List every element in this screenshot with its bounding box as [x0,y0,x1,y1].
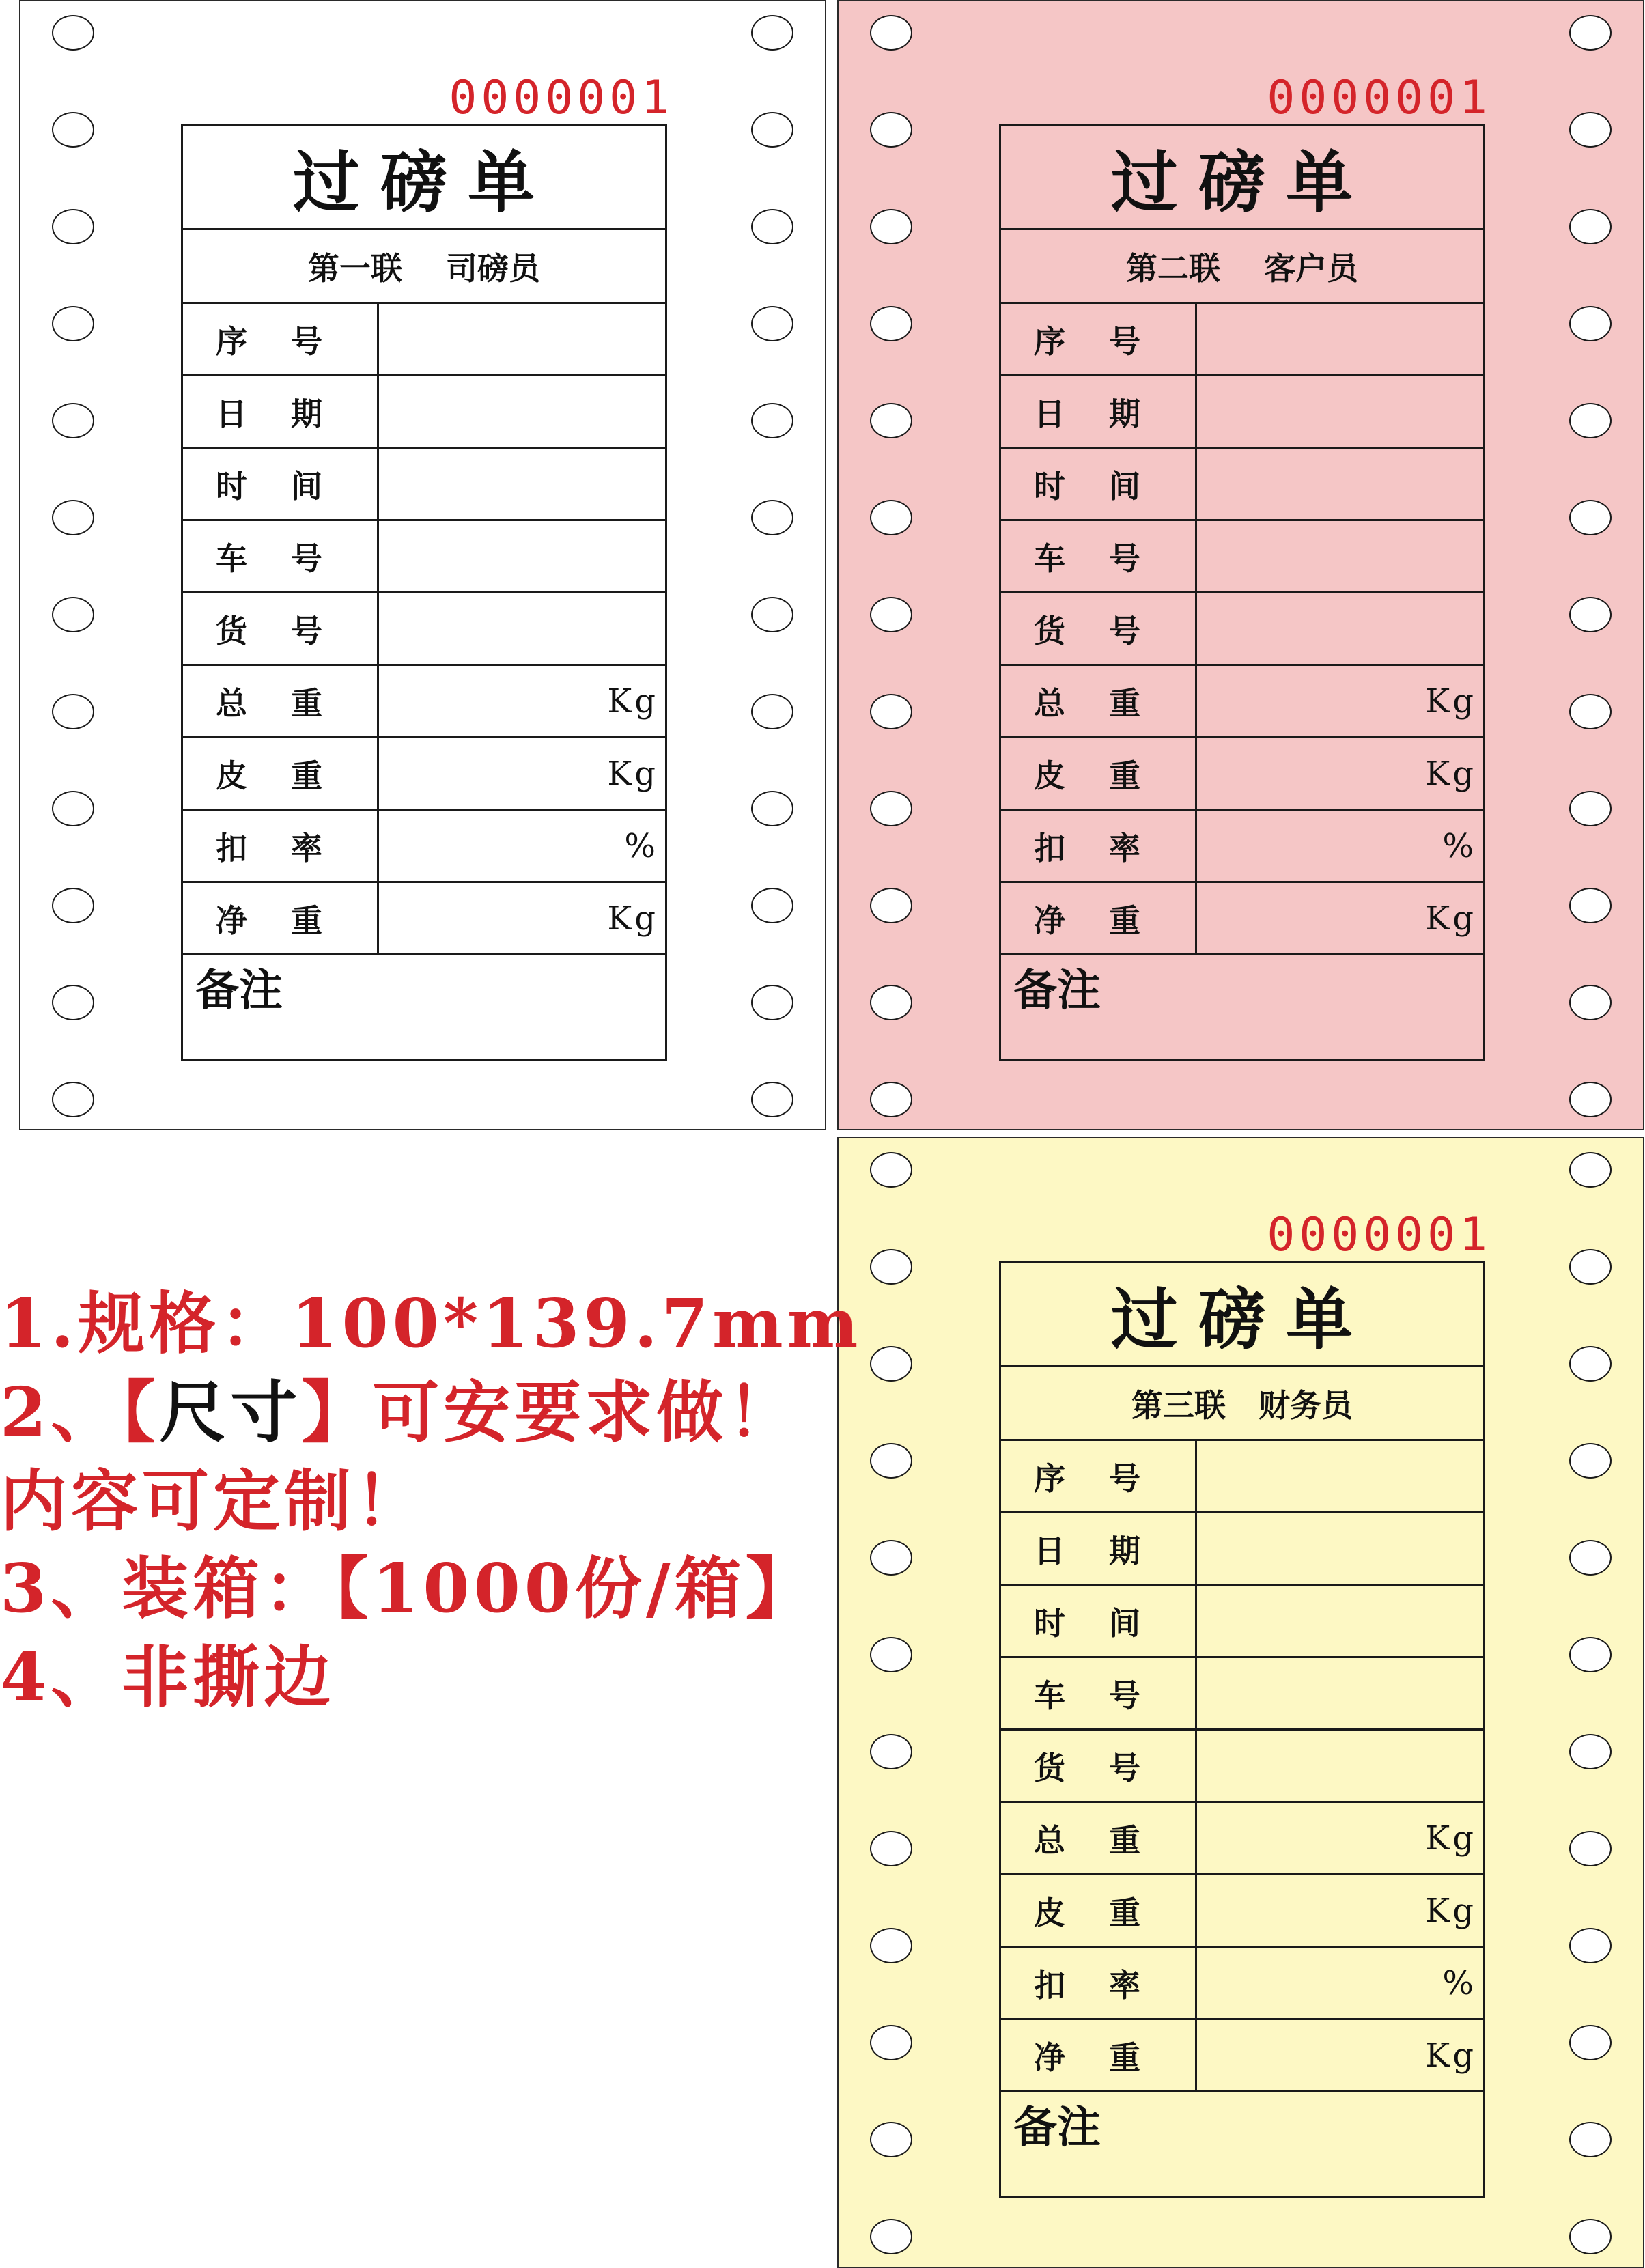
field-unit: % [1442,826,1476,865]
field-label: 皮 重 [1001,738,1197,809]
field-label: 货 号 [1001,593,1197,664]
field-label: 时 间 [183,449,379,519]
perforation-hole [1569,1249,1612,1285]
perforation-hole [870,1928,912,1963]
perforation-hole [52,403,94,438]
form-title: 过磅单 [1001,126,1483,230]
serial-number: 0000001 [1267,71,1491,125]
perforation-hole [870,1831,912,1866]
serial-number: 0000001 [1267,1208,1491,1262]
form-row [1001,883,1483,955]
field-label: 皮 重 [1001,1875,1197,1946]
spec-note-custom-size-keyword: 尺寸 [159,1373,302,1452]
perforation-hole [870,597,912,632]
form-row [1001,811,1483,883]
perforation-hole [1569,403,1612,438]
form-row [1001,1731,1483,1803]
perforation-hole [870,15,912,51]
perforation-hole [1569,2219,1612,2254]
perforation-hole [751,694,793,729]
perforation-hole [1569,1928,1612,1963]
form-title: 过磅单 [1001,1263,1483,1367]
perforation-hole [1569,1443,1612,1479]
perforation-hole [870,985,912,1020]
field-label: 日 期 [1001,1513,1197,1584]
perforation-hole [1569,1831,1612,1866]
form-row [183,449,665,521]
perforation-hole [870,1249,912,1285]
perforation-hole [751,15,793,51]
perforation-hole [870,1734,912,1769]
form-row [1001,1441,1483,1513]
field-unit: % [1442,1963,1476,2002]
perforation-hole [751,1082,793,1117]
perforation-hole [1569,985,1612,1020]
form-row [183,811,665,883]
weigh-slip-form [999,1261,1485,2198]
form-row [1001,449,1483,521]
perforation-hole [1569,1346,1612,1382]
perforation-hole [751,306,793,341]
perforation-hole [1569,306,1612,341]
form-row [183,376,665,449]
perforation-hole [1569,112,1612,148]
perforation-hole [870,1443,912,1479]
field-label: 扣 率 [183,811,379,881]
perforation-hole [1569,791,1612,826]
perforation-hole [751,888,793,923]
perforation-hole [751,500,793,535]
perforation-hole [52,791,94,826]
field-label: 货 号 [183,593,379,664]
field-label: 总 重 [1001,666,1197,736]
remarks-label: 备注 [1013,2103,1101,2153]
form-title: 过磅单 [183,126,665,230]
perforation-hole [751,112,793,148]
perforation-hole [1569,1540,1612,1576]
perforation-hole [1569,1082,1612,1117]
form-copy-2 [837,0,1644,1130]
weigh-slip-form [181,124,667,1061]
form-row [1001,593,1483,666]
field-unit: Kg [1425,682,1476,720]
form-row [1001,376,1483,449]
form-row [1001,304,1483,376]
spec-note-custom-size-prefix: 2、【 [0,1373,160,1452]
field-label: 日 期 [1001,376,1197,447]
perforation-hole [52,597,94,632]
spec-note-custom-size [0,1359,798,1455]
field-label: 序 号 [1001,1441,1197,1511]
field-label: 时 间 [1001,449,1197,519]
perforation-hole [751,985,793,1020]
perforation-hole [1569,15,1612,51]
form-copy-label: 第二联 客户员 [1001,230,1483,304]
perforation-hole [870,209,912,244]
perforation-hole [751,791,793,826]
perforation-hole [870,888,912,923]
field-label: 序 号 [1001,304,1197,374]
form-row [1001,521,1483,593]
form-row [183,593,665,666]
form-copy-label: 第三联 财务员 [1001,1367,1483,1441]
serial-number: 0000001 [449,71,673,125]
perforation-hole [1569,1637,1612,1672]
form-row [1001,666,1483,738]
perforation-hole [870,306,912,341]
field-unit: Kg [1425,754,1476,793]
form-row [1001,1586,1483,1658]
perforation-hole [1569,597,1612,632]
form-row [1001,1948,1483,2020]
field-label: 总 重 [1001,1803,1197,1873]
field-label: 车 号 [183,521,379,591]
perforation-hole [52,15,94,51]
field-unit: % [624,826,658,865]
perforation-hole [1569,209,1612,244]
form-copy-3 [837,1137,1644,2268]
perforation-hole [870,2219,912,2254]
perforation-hole [751,597,793,632]
field-label: 车 号 [1001,521,1197,591]
perforation-hole [1569,1734,1612,1769]
perforation-hole [52,500,94,535]
perforation-hole [52,306,94,341]
perforation-hole [870,1152,912,1188]
field-label: 日 期 [183,376,379,447]
perforation-hole [52,1082,94,1117]
form-row [1001,738,1483,811]
perforation-hole [870,500,912,535]
perforation-hole [870,1346,912,1382]
perforation-hole [1569,2122,1612,2157]
weigh-slip-form [999,124,1485,1061]
spec-note-size: 1.规格：100*139.7mm [0,1285,862,1363]
perforation-hole [52,888,94,923]
spec-note-custom-content: 内容可定制！ [0,1462,427,1541]
perforation-hole [870,2025,912,2060]
remarks-label: 备注 [195,966,283,1016]
form-copy-1 [19,0,826,1130]
field-label: 车 号 [1001,1658,1197,1728]
perforation-hole [870,694,912,729]
form-row [183,304,665,376]
field-label: 时 间 [1001,1586,1197,1656]
perforation-hole [870,1540,912,1576]
perforation-hole [1569,888,1612,923]
perforation-hole [1569,1152,1612,1188]
perforation-hole [751,403,793,438]
form-row [183,738,665,811]
form-row [183,666,665,738]
field-label: 扣 率 [1001,811,1197,881]
perforation-hole [1569,2025,1612,2060]
perforation-hole [52,985,94,1020]
form-row [183,883,665,955]
field-unit: Kg [1425,899,1476,938]
perforation-hole [870,791,912,826]
perforation-hole [870,1082,912,1117]
form-row [183,521,665,593]
field-unit: Kg [1425,2036,1476,2075]
perforation-hole [751,209,793,244]
field-label: 货 号 [1001,1731,1197,1801]
field-unit: Kg [1425,1819,1476,1858]
field-label: 净 重 [183,883,379,953]
field-unit: Kg [607,899,658,938]
remarks-label: 备注 [1013,966,1101,1016]
perforation-hole [870,2122,912,2157]
form-row [1001,1803,1483,1875]
field-unit: Kg [1425,1891,1476,1930]
perforation-hole [870,112,912,148]
field-label: 皮 重 [183,738,379,809]
field-label: 总 重 [183,666,379,736]
spec-note-packing: 3、装箱：【1000份/箱】 [0,1550,817,1628]
form-row [1001,2020,1483,2092]
field-unit: Kg [607,754,658,793]
form-row [1001,1875,1483,1948]
spec-note-edge: 4、非撕边 [0,1638,335,1717]
perforation-hole [1569,694,1612,729]
spec-note-custom-size-suffix: 】可安要求做！ [301,1373,799,1452]
perforation-hole [52,112,94,148]
perforation-hole [1569,500,1612,535]
form-copy-label: 第一联 司磅员 [183,230,665,304]
perforation-hole [52,209,94,244]
perforation-hole [52,694,94,729]
perforation-hole [870,403,912,438]
field-label: 净 重 [1001,2020,1197,2090]
perforation-hole [870,1637,912,1672]
form-row [1001,1658,1483,1731]
field-label: 净 重 [1001,883,1197,953]
field-label: 扣 率 [1001,1948,1197,2018]
field-unit: Kg [607,682,658,720]
field-label: 序 号 [183,304,379,374]
form-row [1001,1513,1483,1586]
